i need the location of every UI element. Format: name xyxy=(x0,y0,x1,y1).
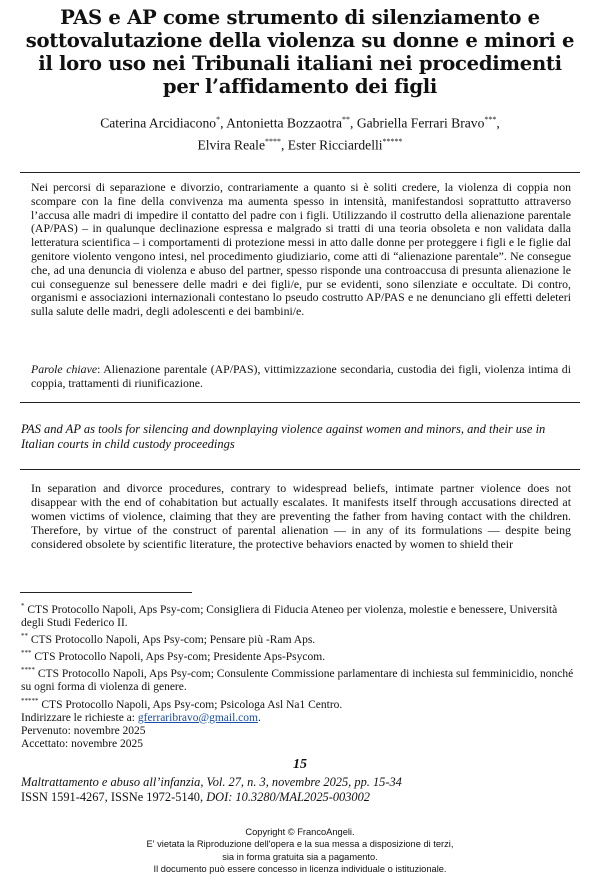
page-number: 15 xyxy=(293,757,307,772)
copyright-line: Il documento può essere concesso in licenza individuale o istituzionale. xyxy=(153,863,447,874)
footnote-text: CTS Protocollo Napoli, Aps Psy-com; Psicologa Asl Na1 Centro. xyxy=(38,698,343,711)
footnote-mark: **** xyxy=(21,666,35,675)
journal-citation-block xyxy=(21,775,581,804)
correspondence xyxy=(21,712,581,725)
english-abstract-rule xyxy=(20,469,580,470)
author-separator: , xyxy=(350,115,357,131)
author-mark: * xyxy=(216,115,221,124)
footnote xyxy=(21,647,581,664)
doi: DOI: 10.3280/MAL2025-003002 xyxy=(206,789,371,804)
copyright-notice xyxy=(0,826,600,875)
footnotes xyxy=(21,600,581,751)
author-name: Ester Ricciardelli xyxy=(287,137,383,153)
copyright-line: sia in forma gratuita sia a pagamento. xyxy=(222,851,378,862)
english-title: PAS and AP as tools for silencing and downplaying violence against women and minors, and their use in Italian courts in child custody proceedings xyxy=(21,422,546,451)
abstract-italian: Nei percorsi di separazione e divorzio, contrariamente a quanto si è soliti credere, la violenza di coppia non scompare con la fine della convivenza ma aumenta spesso in intensità, manifestandosi soprattutto attraverso l’accusa alle madri di impedire il contatto del padre con i figli. Utilizzando il costrutto della alienazione parentale (AP/PAS) – in qualunque declinazione espressa e malgrado si tratti di una teoria obsoleta e non validata dalla letteratura scientifica – i comportamenti di protezione messi in atto dalle donne per proteggere i figli e le figlie dal genitore violento vengono intesi, nel procedimento giudiziario, come atti di “alienazione parentale”. Ne consegue che, ad una denuncia di violenza e abuso del partner, spesso risponde una controaccusa di presunta alienazione le cui conseguenze sul benessere delle madri e dei figli/e, pur se evidenti, sono silenziate e occultate. Di contro, organismi e associazioni internazionali contestano lo pseudo costrutto AP/PAS e ne denunciano gli effetti deleteri sulla salute delle madri, degli adolescenti e dei bambini/e. xyxy=(31,180,571,319)
author-name: Antonietta Bozzaotra xyxy=(226,115,343,131)
email-link[interactable]: gferraribravo@gmail.com xyxy=(137,711,258,724)
journal-citation: Maltrattamento e abuso all’infanzia, Vol. 27, n. 3, novembre 2025, pp. 15-34 xyxy=(21,775,402,789)
keywords-text: : Alienazione parentale (AP/PAS), vittimizzazione secondaria, custodia dei figli, violenza intima di coppia, trattamenti di riunificazione. xyxy=(31,362,571,390)
author-mark: **** xyxy=(265,136,281,146)
copyright-line: Copyright © FrancoAngeli. xyxy=(245,827,355,837)
author-name: Caterina Arcidiacono xyxy=(100,115,217,131)
footnote-mark: * xyxy=(21,602,25,610)
author-separator: , xyxy=(496,115,500,131)
footnote xyxy=(21,664,581,694)
footnote-text: CTS Protocollo Napoli, Aps Psy-com; Pensare più -Ram Aps. xyxy=(28,634,316,647)
issn: ISSN 1591-4267, ISSNe 1972-5140, xyxy=(21,789,207,804)
accepted-date: Accettato: novembre 2025 xyxy=(21,737,143,750)
abstract-top-rule xyxy=(20,172,580,173)
author-name: Gabriella Ferrari Bravo xyxy=(356,115,485,131)
copyright-line: E' vietata la Riproduzione dell'opera e la sua messa a disposizione di terzi, xyxy=(146,839,454,850)
author-separator: , xyxy=(220,115,227,131)
correspondence-label: Indirizzare le richieste a: xyxy=(21,711,138,724)
author-mark: ***** xyxy=(382,136,403,146)
footnote-mark: ***** xyxy=(21,696,39,705)
abstract-bottom-rule xyxy=(20,402,580,403)
author-separator: , xyxy=(281,137,288,153)
footnote xyxy=(21,630,581,647)
keywords-label: Parole chiave xyxy=(31,362,98,376)
author-name: Elvira Reale xyxy=(197,137,265,153)
author-list xyxy=(10,111,590,154)
article-title: PAS e AP come strumento di silenziamento e sottovalutazione della violenza su donne e minori e il loro uso nei Tribunali italiani nei procedimenti per l’affidamento dei figli xyxy=(25,6,575,98)
abstract-english: In separation and divorce procedures, contrary to widespread beliefs, intimate partner violence does not disappear with the end of cohabitation but actually escalates. It manifests itself through accusations directed at women victims of violence, claiming that they are preventing the father from having contact with the children. Therefore, by virtue of the construct of parental alienation — in any of its formulations — despite being considered obsolete by scientific literature, the protective behaviors enacted by women to shield their xyxy=(31,481,571,552)
keywords-italian xyxy=(31,363,571,391)
footnote xyxy=(21,695,581,712)
author-mark: ** xyxy=(342,115,351,124)
author-mark: *** xyxy=(484,115,497,124)
footnote-text: CTS Protocollo Napoli, Aps Psy-com; Presidente Aps-Psycom. xyxy=(31,651,326,664)
correspondence-end: . xyxy=(257,711,261,724)
footnote-text: CTS Protocollo Napoli, Aps Psy-com; Consulente Commissione parlamentare di inchiesta sul femminicidio, nonché su ogni forma di violenza di genere. xyxy=(21,668,574,694)
footnote-rule xyxy=(20,592,192,593)
footnote xyxy=(21,600,581,630)
footnote-text: CTS Protocollo Napoli, Aps Psy-com; Consigliera di Fiducia Ateneo per violenza, molestie e benessere, Università degli Studi Federico II. xyxy=(21,603,558,630)
footnote-mark: ** xyxy=(21,632,28,641)
received-date: Pervenuto: novembre 2025 xyxy=(21,724,146,737)
footnote-mark: *** xyxy=(21,649,32,658)
